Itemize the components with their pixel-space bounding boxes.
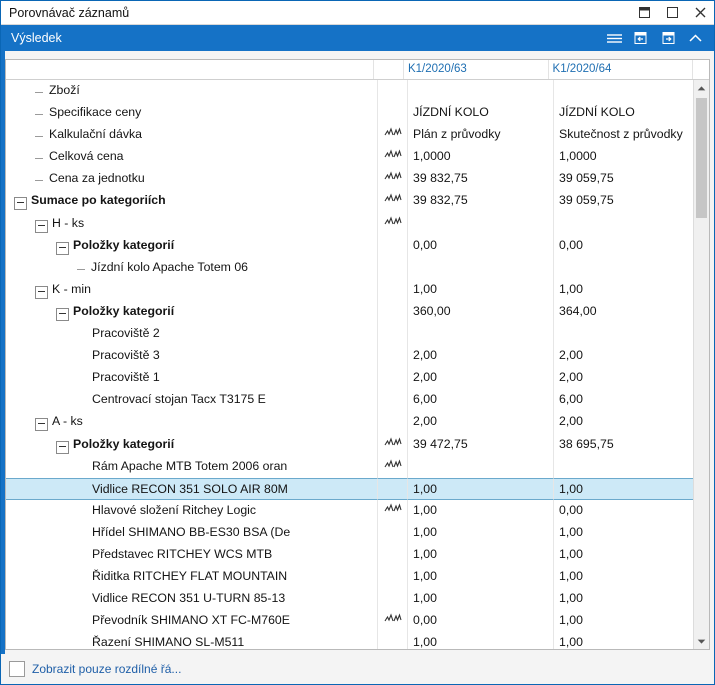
- table-row[interactable]: [6, 367, 709, 389]
- row-value-cell-2[interactable]: 1,00: [554, 588, 700, 610]
- row-sparkline-cell[interactable]: [378, 544, 408, 566]
- row-sparkline-cell[interactable]: [378, 213, 408, 235]
- header-toolbar: [605, 29, 708, 47]
- minimize-icon[interactable]: [630, 1, 658, 24]
- row-label-cell[interactable]: [6, 80, 378, 102]
- row-sparkline-cell[interactable]: [378, 500, 408, 522]
- tree-indent: [6, 459, 77, 478]
- tree-indent: [6, 105, 35, 124]
- row-sparkline-cell[interactable]: [378, 478, 408, 500]
- row-sparkline-cell[interactable]: [378, 588, 408, 610]
- row-label: Položky kategorií: [73, 436, 175, 451]
- row-label: Centrovací stojan Tacx T3175 E: [92, 392, 266, 407]
- tree-spacer: [77, 482, 88, 499]
- row-value-cell-1[interactable]: 2,00: [408, 345, 554, 367]
- row-sparkline-cell[interactable]: [378, 367, 408, 389]
- row-value-cell-1[interactable]: 39 832,75: [408, 190, 554, 212]
- row-label: K - min: [52, 281, 91, 296]
- row-value-cell-1[interactable]: 1,00: [408, 500, 554, 522]
- row-value-cell-1[interactable]: 1,00: [408, 544, 554, 566]
- row-sparkline-cell[interactable]: [378, 102, 408, 124]
- row-value-cell-2[interactable]: [554, 257, 700, 279]
- row-label-cell[interactable]: [6, 610, 378, 632]
- column-header-col2[interactable]: K1/2020/64: [549, 60, 694, 79]
- row-label: Pracoviště 1: [92, 370, 160, 385]
- tree-indent: [6, 238, 56, 257]
- tree-collapse-icon[interactable]: [35, 418, 48, 431]
- table-row[interactable]: [6, 456, 709, 478]
- row-label-cell[interactable]: [6, 588, 378, 610]
- table-row[interactable]: [6, 389, 709, 411]
- tree-collapse-icon[interactable]: [56, 308, 69, 321]
- tree-spacer: [77, 503, 88, 522]
- table-row[interactable]: [6, 301, 709, 323]
- tree-indent: [6, 171, 35, 190]
- table-row[interactable]: [6, 102, 709, 124]
- row-label-cell[interactable]: [6, 566, 378, 588]
- row-value-cell-2[interactable]: 0,00: [554, 500, 700, 522]
- tree-spacer: [77, 635, 88, 649]
- row-value-cell-1[interactable]: JÍZDNÍ KOLO: [408, 102, 554, 124]
- row-label-cell[interactable]: [6, 500, 378, 522]
- row-label-cell[interactable]: [6, 434, 378, 456]
- grid-rows: [6, 80, 709, 649]
- tree-indent: [6, 414, 35, 433]
- row-label-cell[interactable]: [6, 301, 378, 323]
- tree-collapse-icon[interactable]: [35, 286, 48, 299]
- row-value-cell-2[interactable]: 1,00: [554, 566, 700, 588]
- row-sparkline-cell[interactable]: [378, 456, 408, 478]
- row-label-cell[interactable]: [6, 632, 378, 649]
- tree-indent: [6, 503, 77, 522]
- table-row[interactable]: [6, 190, 709, 212]
- vertical-scrollbar[interactable]: [693, 80, 709, 649]
- row-value-cell-1[interactable]: 6,00: [408, 389, 554, 411]
- row-label-cell[interactable]: [6, 235, 378, 257]
- row-value-cell-1[interactable]: 39 832,75: [408, 168, 554, 190]
- row-value-cell-2[interactable]: 1,00: [554, 544, 700, 566]
- row-label: Celková cena: [49, 149, 124, 164]
- table-row[interactable]: [6, 279, 709, 301]
- window-title: Porovnávač záznamů: [9, 5, 130, 20]
- row-sparkline-cell[interactable]: [378, 323, 408, 345]
- row-value-cell-1[interactable]: 1,00: [408, 522, 554, 544]
- row-label: Pracoviště 2: [92, 326, 160, 341]
- row-value-cell-1[interactable]: [408, 456, 554, 478]
- table-row[interactable]: [6, 257, 709, 279]
- table-row[interactable]: [6, 124, 709, 146]
- comparison-grid: [5, 59, 710, 650]
- table-row[interactable]: [6, 146, 709, 168]
- row-value-cell-2[interactable]: 38 695,75: [554, 434, 700, 456]
- tree-indent: [6, 326, 77, 345]
- tree-indent: [6, 83, 35, 102]
- row-label: Rám Apache MTB Totem 2006 oran: [92, 458, 288, 473]
- tree-spacer: [77, 459, 88, 478]
- scrollbar-thumb[interactable]: [696, 98, 707, 218]
- tree-collapse-icon[interactable]: [14, 197, 27, 210]
- row-value-cell-2[interactable]: 364,00: [554, 301, 700, 323]
- row-label-cell[interactable]: [6, 279, 378, 301]
- row-value-cell-2[interactable]: [554, 80, 700, 102]
- show-only-different-checkbox[interactable]: [9, 661, 25, 677]
- tree-spacer: [77, 370, 88, 389]
- row-label: Specifikace ceny: [49, 105, 142, 120]
- row-label-cell[interactable]: [6, 367, 378, 389]
- row-value-cell-1[interactable]: 1,0000: [408, 146, 554, 168]
- row-label-cell[interactable]: [6, 478, 378, 500]
- table-row[interactable]: [6, 168, 709, 190]
- row-value-cell-2[interactable]: Skutečnost z průvodky: [554, 124, 700, 146]
- table-row[interactable]: [6, 478, 709, 500]
- row-label-cell[interactable]: [6, 257, 378, 279]
- row-value-cell-1[interactable]: [408, 257, 554, 279]
- tree-indent: [6, 482, 77, 499]
- row-label: Vidlice RECON 351 SOLO AIR 80M: [92, 481, 288, 496]
- row-sparkline-cell[interactable]: [378, 389, 408, 411]
- table-row[interactable]: [6, 544, 709, 566]
- table-row[interactable]: [6, 213, 709, 235]
- row-value-cell-2[interactable]: 6,00: [554, 389, 700, 411]
- row-label-cell[interactable]: [6, 544, 378, 566]
- row-value-cell-1[interactable]: [408, 323, 554, 345]
- close-icon[interactable]: [686, 1, 714, 24]
- row-value-cell-1[interactable]: [408, 80, 554, 102]
- tree-indent: [6, 635, 77, 649]
- row-value-cell-2[interactable]: 1,00: [554, 610, 700, 632]
- row-value-cell-2[interactable]: [554, 323, 700, 345]
- row-value-cell-1[interactable]: 1,00: [408, 632, 554, 649]
- row-label-cell[interactable]: [6, 389, 378, 411]
- tree-spacer: [77, 591, 88, 610]
- tree-indent: [6, 569, 77, 588]
- tree-indent: [6, 282, 35, 301]
- row-sparkline-cell[interactable]: [378, 411, 408, 433]
- tree-spacer: [77, 547, 88, 566]
- tree-spacer: [77, 348, 88, 367]
- tree-spacer: [77, 569, 88, 588]
- tree-spacer: [77, 326, 88, 345]
- table-row[interactable]: [6, 610, 709, 632]
- row-label: A - ks: [52, 414, 83, 429]
- row-value-cell-2[interactable]: 0,00: [554, 235, 700, 257]
- tree-spacer: [77, 525, 88, 544]
- row-value-cell-2[interactable]: 1,00: [554, 522, 700, 544]
- row-value-cell-2[interactable]: [554, 213, 700, 235]
- row-value-cell-1[interactable]: 1,00: [408, 279, 554, 301]
- row-sparkline-cell[interactable]: [378, 257, 408, 279]
- row-value-cell-1[interactable]: 0,00: [408, 610, 554, 632]
- row-label-cell[interactable]: [6, 146, 378, 168]
- column-header-spacer: [693, 60, 709, 79]
- scroll-up-icon[interactable]: [694, 80, 709, 96]
- row-label: Položky kategorií: [73, 237, 175, 252]
- tree-indent: [6, 216, 35, 235]
- table-row[interactable]: [6, 80, 709, 102]
- row-label-cell[interactable]: [6, 213, 378, 235]
- row-label: H - ks: [52, 215, 85, 230]
- row-sparkline-cell[interactable]: [378, 434, 408, 456]
- tree-indent: [6, 260, 77, 279]
- chevron-up-icon[interactable]: [686, 29, 704, 47]
- row-value-cell-2[interactable]: 39 059,75: [554, 190, 700, 212]
- column-header-tree[interactable]: [6, 60, 374, 79]
- row-label: Jízdní kolo Apache Totem 06: [91, 259, 249, 274]
- row-value-cell-2[interactable]: [554, 456, 700, 478]
- tree-collapse-icon[interactable]: [56, 441, 69, 454]
- row-value-cell-1[interactable]: [408, 213, 554, 235]
- row-value-cell-1[interactable]: 1,00: [408, 588, 554, 610]
- table-row[interactable]: [6, 345, 709, 367]
- tree-collapse-icon[interactable]: [56, 242, 69, 255]
- row-value-cell-2[interactable]: 2,00: [554, 367, 700, 389]
- table-row[interactable]: [6, 434, 709, 456]
- grid-column-headers: [6, 60, 709, 80]
- row-value-cell-2[interactable]: 1,00: [554, 279, 700, 301]
- row-sparkline-cell[interactable]: [378, 146, 408, 168]
- table-row[interactable]: [6, 522, 709, 544]
- table-row[interactable]: [6, 588, 709, 610]
- table-row[interactable]: [6, 411, 709, 433]
- row-label-cell[interactable]: [6, 102, 378, 124]
- row-sparkline-cell[interactable]: [378, 168, 408, 190]
- table-row[interactable]: [6, 500, 709, 522]
- tree-indent: [6, 348, 77, 367]
- row-value-cell-1[interactable]: 360,00: [408, 301, 554, 323]
- row-sparkline-cell[interactable]: [378, 566, 408, 588]
- row-label: Kalkulační dávka: [49, 127, 142, 142]
- copy-left-icon[interactable]: [632, 29, 650, 47]
- row-label-cell[interactable]: [6, 345, 378, 367]
- title-bar: [1, 1, 714, 25]
- table-row[interactable]: [6, 566, 709, 588]
- row-value-cell-1[interactable]: 2,00: [408, 367, 554, 389]
- row-value-cell-2[interactable]: 2,00: [554, 345, 700, 367]
- row-value-cell-1[interactable]: 2,00: [408, 411, 554, 433]
- footer-bar: [1, 654, 714, 684]
- row-label-cell[interactable]: [6, 456, 378, 478]
- maximize-icon[interactable]: [658, 1, 686, 24]
- row-label: Řazení SHIMANO SL-M511: [92, 635, 245, 649]
- row-sparkline-cell[interactable]: [378, 632, 408, 649]
- row-label-cell[interactable]: [6, 124, 378, 146]
- row-label-cell[interactable]: [6, 190, 378, 212]
- row-value-cell-2[interactable]: 1,00: [554, 632, 700, 649]
- tree-indent: [6, 437, 56, 456]
- tree-indent: [6, 392, 77, 411]
- row-sparkline-cell[interactable]: [378, 345, 408, 367]
- copy-right-icon[interactable]: [659, 29, 677, 47]
- row-sparkline-cell[interactable]: [378, 522, 408, 544]
- show-only-different-label: Zobrazit pouze rozdílné řá...: [32, 662, 182, 676]
- row-value-cell-2[interactable]: 1,00: [554, 478, 700, 500]
- row-label-cell[interactable]: [6, 168, 378, 190]
- row-label: Vidlice RECON 351 U-TURN 85-13: [92, 591, 286, 606]
- row-label: Hřídel SHIMANO BB-ES30 BSA (De: [92, 524, 291, 539]
- tree-indent: [6, 370, 77, 389]
- scroll-down-icon[interactable]: [694, 633, 709, 649]
- tree-indent: [6, 613, 77, 632]
- row-label: Zboží: [49, 83, 80, 97]
- row-sparkline-cell[interactable]: [378, 190, 408, 212]
- result-header: [1, 25, 714, 51]
- tree-collapse-icon[interactable]: [35, 220, 48, 233]
- result-title: Výsledek: [11, 31, 62, 45]
- row-label-cell[interactable]: [6, 522, 378, 544]
- row-value-cell-2[interactable]: 39 059,75: [554, 168, 700, 190]
- row-label: Pracoviště 3: [92, 348, 160, 363]
- row-sparkline-cell[interactable]: [378, 301, 408, 323]
- row-label: Převodník SHIMANO XT FC-M760E: [92, 613, 290, 628]
- row-sparkline-cell[interactable]: [378, 80, 408, 102]
- row-sparkline-cell[interactable]: [378, 610, 408, 632]
- tree-indent: [6, 193, 14, 212]
- row-value-cell-1[interactable]: 0,00: [408, 235, 554, 257]
- row-value-cell-2[interactable]: 1,0000: [554, 146, 700, 168]
- tree-indent: [6, 547, 77, 566]
- row-label: Položky kategorií: [73, 303, 175, 318]
- tree-indent: [6, 525, 77, 544]
- row-label: Představec RITCHEY WCS MTB: [92, 546, 273, 561]
- window-controls: [630, 1, 714, 24]
- table-row[interactable]: [6, 323, 709, 345]
- tree-spacer: [77, 613, 88, 632]
- row-sparkline-cell[interactable]: [378, 124, 408, 146]
- row-label: Hlavové složení Ritchey Logic: [92, 502, 257, 517]
- row-label: Sumace po kategoriích: [31, 193, 166, 208]
- tree-indent: [6, 591, 77, 610]
- row-value-cell-1[interactable]: Plán z průvodky: [408, 124, 554, 146]
- row-value-cell-1[interactable]: 39 472,75: [408, 434, 554, 456]
- tree-indent: [6, 127, 35, 146]
- row-label: Řiditka RITCHEY FLAT MOUNTAIN: [92, 569, 288, 584]
- menu-lines-icon[interactable]: [605, 29, 623, 47]
- row-value-cell-2[interactable]: 2,00: [554, 411, 700, 433]
- row-sparkline-cell[interactable]: [378, 279, 408, 301]
- column-header-spark[interactable]: [374, 60, 404, 79]
- tree-indent: [6, 149, 35, 168]
- row-label-cell[interactable]: [6, 323, 378, 345]
- table-row[interactable]: [6, 235, 709, 257]
- row-sparkline-cell[interactable]: [378, 235, 408, 257]
- row-value-cell-1[interactable]: 1,00: [408, 566, 554, 588]
- row-label: Cena za jednotku: [49, 171, 145, 186]
- row-value-cell-2[interactable]: JÍZDNÍ KOLO: [554, 102, 700, 124]
- row-value-cell-1[interactable]: 1,00: [408, 478, 554, 500]
- column-header-col1[interactable]: K1/2020/63: [404, 60, 549, 79]
- table-row[interactable]: [6, 632, 709, 649]
- row-label-cell[interactable]: [6, 411, 378, 433]
- tree-spacer: [77, 392, 88, 411]
- tree-indent: [6, 304, 56, 323]
